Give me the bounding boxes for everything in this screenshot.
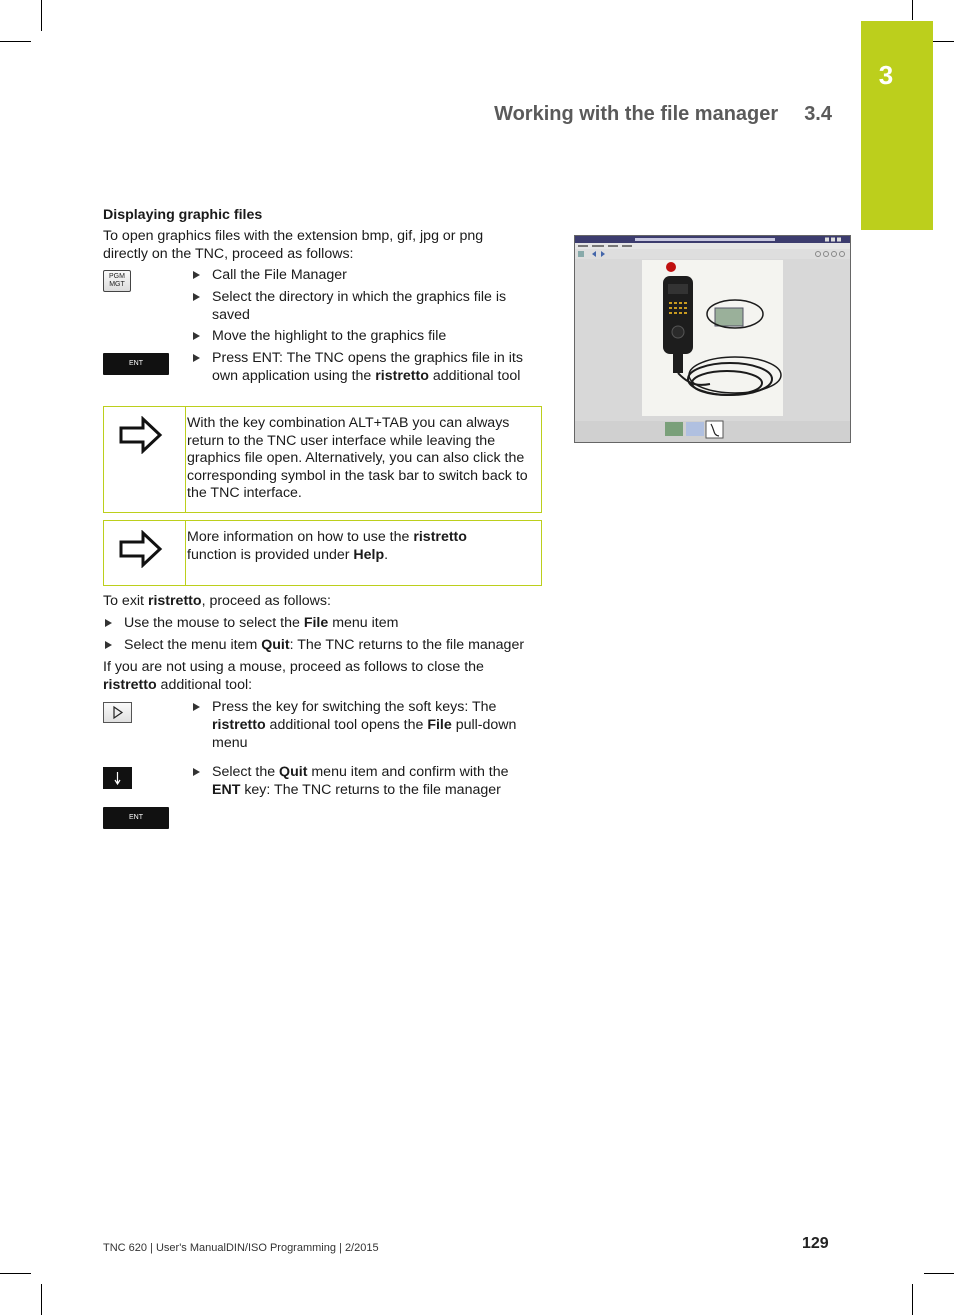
section-heading: Displaying graphic files xyxy=(103,207,263,223)
note-box xyxy=(103,406,542,513)
crop-mark xyxy=(41,0,42,31)
pgm-key-line1: PGM xyxy=(109,273,125,280)
step2-a-text: Press the key for switching the soft keys: The xyxy=(212,699,497,715)
note2-bold: ristretto xyxy=(413,529,467,545)
step-4-bold: ristretto xyxy=(375,368,429,384)
footer-text: TNC 620 | User's ManualDIN/ISO Programming | 2/2015 xyxy=(103,1242,379,1254)
exit-step-1 xyxy=(124,614,544,632)
intro-paragraph: To open graphics files with the extension bmp, gif, jpg or png directly on the TNC, proceed as follows: xyxy=(103,228,484,262)
step2-a-bold-file: File xyxy=(427,717,452,733)
crop-mark xyxy=(41,1284,42,1315)
play-triangle-icon xyxy=(104,703,131,722)
step2-b-mid: menu item and confirm with the xyxy=(307,764,509,780)
step2-a-mid: additional tool opens the xyxy=(265,717,428,733)
step-4 xyxy=(212,349,537,385)
header-section: 3.4 xyxy=(804,103,832,125)
exit-step-2-end: : The TNC returns to the file manager xyxy=(289,637,525,653)
header-title: Working with the file manager xyxy=(494,103,779,125)
note2-text-end: . xyxy=(384,546,389,563)
softkey-switch-key xyxy=(103,702,132,723)
exit-step-2-text: Select the menu item xyxy=(124,637,262,653)
ristretto-screenshot xyxy=(574,235,851,443)
bullet-arrow-icon xyxy=(105,641,112,649)
exit-step-1-text: Use the mouse to select the xyxy=(124,615,304,631)
bullet-arrow-icon xyxy=(193,354,200,362)
exit-intro-end: , proceed as follows: xyxy=(201,593,331,609)
step-2: Select the directory in which the graphics file is saved xyxy=(212,289,507,323)
ent-key: ENT xyxy=(103,807,169,829)
exit-step-2-bold: Quit xyxy=(261,637,290,653)
crop-mark xyxy=(912,0,913,20)
ristretto-window-image xyxy=(575,236,850,442)
bullet-arrow-icon xyxy=(193,293,200,301)
pgm-key-line2: MGT xyxy=(109,281,125,288)
crop-mark xyxy=(912,1284,913,1315)
bullet-arrow-icon xyxy=(193,703,200,711)
arrow-right-icon xyxy=(119,416,163,454)
bullet-arrow-icon xyxy=(193,768,200,776)
note2-bold-help: Help xyxy=(353,546,385,563)
step-4-text-end: additional tool xyxy=(428,368,521,384)
arrow-right-icon xyxy=(119,530,163,568)
note-box xyxy=(103,520,542,586)
step2-b xyxy=(212,763,537,799)
chapter-number: 3 xyxy=(878,60,894,90)
crop-mark xyxy=(924,1273,954,1274)
step2-b-text: Select the xyxy=(212,764,280,780)
exit-step-1-bold: File xyxy=(303,615,329,631)
note2-text: More information on how to use the xyxy=(187,529,414,545)
exit-step-2 xyxy=(124,636,549,654)
step2-b-bold: Quit xyxy=(279,764,308,780)
note-divider xyxy=(185,521,186,585)
note-text xyxy=(187,529,507,564)
running-header xyxy=(494,103,832,126)
note-text: With the key combination ALT+TAB you can always return to the TNC user interface while leaving the graphics file open. Alternatively, you can also click the corresponding symbol in the task bar to switch back to the TNC interface. xyxy=(187,415,528,502)
note2-text-mid: function is provided under xyxy=(187,546,354,563)
exit-intro-text: To exit xyxy=(103,593,148,609)
chapter-tab xyxy=(861,21,933,230)
step-1: Call the File Manager xyxy=(212,267,347,283)
no-mouse-paragraph xyxy=(103,658,523,694)
step2-a-bold: ristretto xyxy=(212,717,266,733)
ent-key: ENT xyxy=(103,353,169,375)
exit-step-1-end: menu item xyxy=(328,615,399,631)
arrow-down-key xyxy=(103,767,132,789)
step2-a xyxy=(212,698,537,752)
step-3: Move the highlight to the graphics file xyxy=(212,328,447,344)
crop-mark xyxy=(0,41,31,42)
pgm-mgt-key xyxy=(103,270,131,292)
bullet-arrow-icon xyxy=(105,619,112,627)
exit-intro xyxy=(103,592,543,610)
crop-mark xyxy=(0,1273,31,1274)
no-mouse-text: If you are not using a mouse, proceed as follows to close the xyxy=(103,659,484,675)
note-divider xyxy=(185,407,186,512)
page-number: 129 xyxy=(802,1235,829,1252)
no-mouse-end: additional tool: xyxy=(156,677,253,693)
step-4-text: Press ENT: The TNC opens the graphics file in its own application using the xyxy=(212,350,523,384)
bullet-arrow-icon xyxy=(193,332,200,340)
arrow-down-icon xyxy=(103,767,132,789)
step2-b-end: key: The TNC returns to the file manager xyxy=(240,782,501,798)
step2-b-bold-ent: ENT xyxy=(212,782,241,798)
step2-a-end: pull-down menu xyxy=(212,717,517,751)
no-mouse-bold: ristretto xyxy=(103,677,157,693)
bullet-arrow-icon xyxy=(193,271,200,279)
exit-intro-bold: ristretto xyxy=(147,593,202,609)
